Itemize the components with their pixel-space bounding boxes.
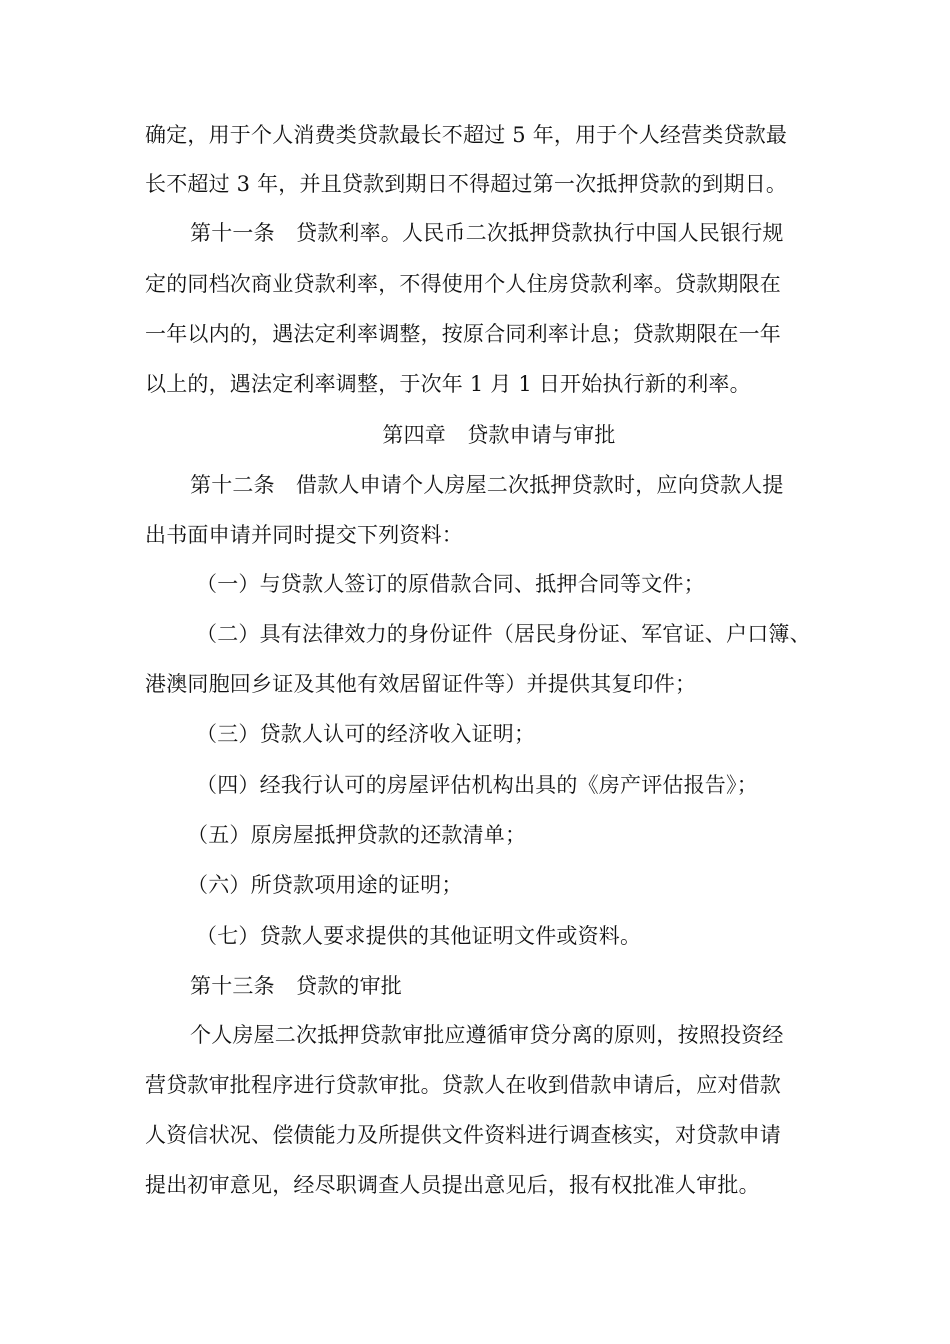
paragraph-line: 提出初审意见，经尽职调查人员提出意见后，报有权批准人审批。 bbox=[145, 1173, 760, 1197]
list-item-3: （三）贷款人认可的经济收入证明； bbox=[196, 722, 536, 746]
paragraph-line: 出书面申请并同时提交下列资料： bbox=[145, 523, 463, 547]
paragraph-line: 营贷款审批程序进行贷款审批。贷款人在收到借款申请后，应对借款 bbox=[145, 1073, 781, 1097]
paragraph-line: 个人房屋二次抵押贷款审批应遵循审贷分离的原则，按照投资经 bbox=[190, 1023, 784, 1047]
list-item-7: （七）贷款人要求提供的其他证明文件或资料。 bbox=[196, 924, 642, 948]
article-12-heading-line: 第十二条 借款人申请个人房屋二次抵押贷款时，应向贷款人提 bbox=[190, 473, 784, 497]
paragraph-line: 定的同档次商业贷款利率，不得使用个人住房贷款利率。贷款期限在 bbox=[145, 272, 781, 296]
list-item-1: （一）与贷款人签订的原借款合同、抵押合同等文件； bbox=[196, 572, 705, 596]
list-item-2: （二）具有法律效力的身份证件（居民身份证、军官证、户口簿、 bbox=[196, 622, 811, 646]
list-item-2-continuation: 港澳同胞回乡证及其他有效居留证件等）并提供其复印件； bbox=[145, 672, 697, 696]
paragraph-line: 确定，用于个人消费类贷款最长不超过 5 年，用于个人经营类贷款最 bbox=[145, 123, 788, 147]
list-item-4: （四）经我行认可的房屋评估机构出具的《房产评估报告》； bbox=[196, 773, 758, 797]
chapter-heading: 第四章 贷款申请与审批 bbox=[382, 423, 616, 447]
article-11-heading-line: 第十一条 贷款利率。人民币二次抵押贷款执行中国人民银行规 bbox=[190, 221, 784, 245]
paragraph-line: 长不超过 3 年，并且贷款到期日不得超过第一次抵押贷款的到期日。 bbox=[145, 172, 788, 196]
paragraph-line: 一年以内的，遇法定利率调整，按原合同利率计息；贷款期限在一年 bbox=[145, 322, 781, 346]
article-13-heading: 第十三条 贷款的审批 bbox=[190, 974, 402, 998]
paragraph-line: 以上的，遇法定利率调整，于次年 1 月 1 日开始执行新的利率。 bbox=[145, 372, 751, 396]
paragraph-line: 人资信状况、偿债能力及所提供文件资料进行调查核实，对贷款申请 bbox=[145, 1123, 781, 1147]
list-item-6: （六）所贷款项用途的证明； bbox=[187, 873, 463, 897]
list-item-5: （五）原房屋抵押贷款的还款清单； bbox=[187, 823, 527, 847]
